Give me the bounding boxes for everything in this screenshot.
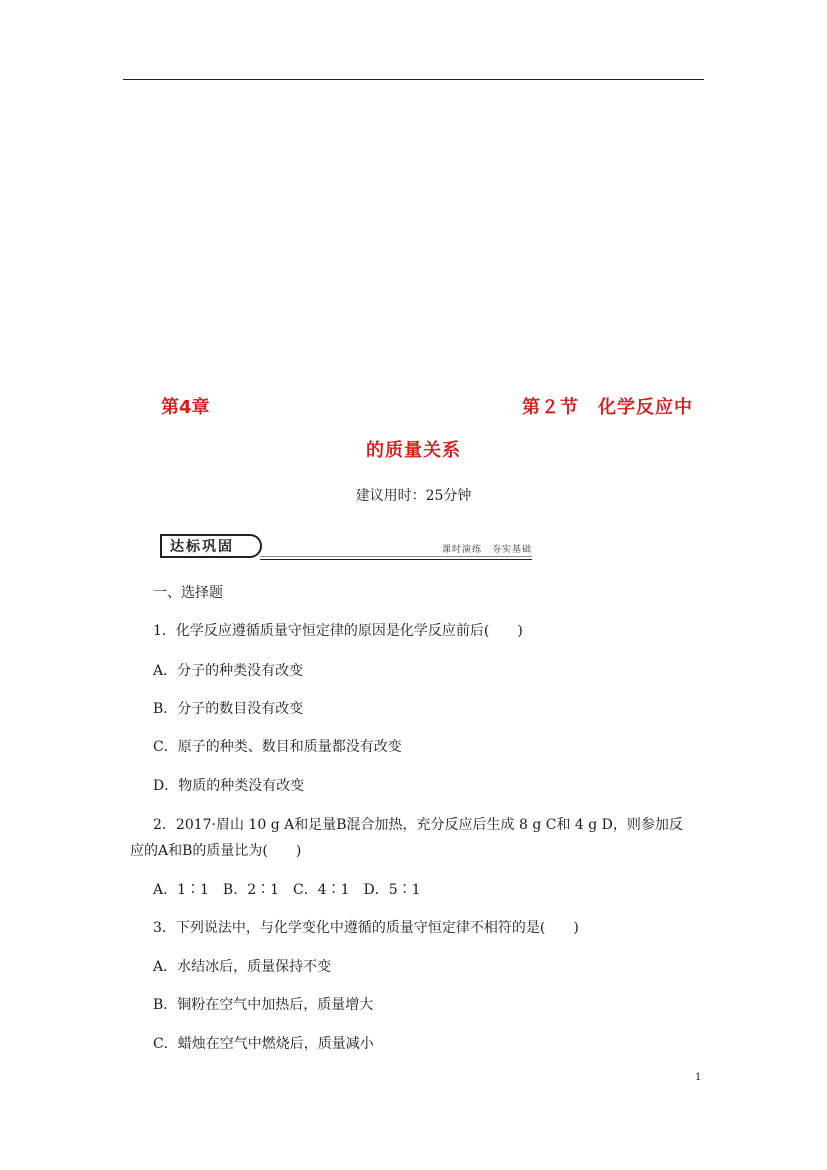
banner-subtitle: 课时演练 夯实基础 [441,545,532,555]
question-3-stem: 3．下列说法中，与化学变化中遵循的质量守恒定律不相符的是( ) [153,920,579,936]
suggested-time: 建议用时：25分钟 [355,488,472,504]
section-banner [160,534,532,560]
question-2-options: A．1∶1 B．2∶1 C．4∶1 D．5∶1 [153,882,421,898]
question-1-option-a: A．分子的种类没有改变 [153,663,304,679]
question-1-option-b: B．分子的数目没有改变 [153,701,304,717]
banner-underline-inner [260,556,532,557]
question-1-option-c: C．原子的种类、数目和质量都没有改变 [153,739,402,755]
question-2-stem-line1: 2．2017·眉山 10 g A和足量B混合加热，充分反应后生成 8 g C和 4 g D，则参加反 [153,817,683,833]
question-1-stem: 1．化学反应遵循质量守恒定律的原因是化学反应前后( ) [153,623,523,639]
section-title: 第２节 化学反应中 [522,397,693,418]
question-3-option-b: B．铜粉在空气中加热后，质量增大 [153,997,374,1013]
banner-label: 达标巩固 [160,534,262,558]
section-title-continued: 的质量关系 [366,440,461,461]
header-rule [123,79,704,80]
question-3-option-c: C．蜡烛在空气中燃烧后，质量减小 [153,1036,374,1052]
question-1-option-d: D．物质的种类没有改变 [153,778,305,794]
banner-underline [260,559,532,560]
question-3-option-a: A．水结冰后，质量保持不变 [153,959,332,975]
part-heading: 一、选择题 [153,585,223,601]
chapter-label: 第4章 [161,397,210,418]
question-2-stem-line2: 应的A和B的质量比为( ) [130,843,302,859]
page-number: 1 [695,1072,702,1083]
